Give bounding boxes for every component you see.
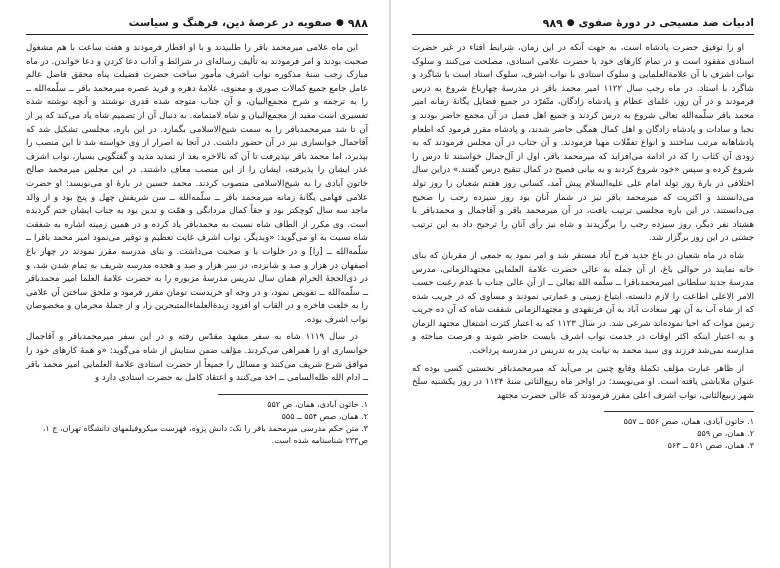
right-paragraph-3: از ظاهر عبارت مؤلف تکملهٔ وقایع چنین بر می‌آید که میرمحمدباقر نخستین کسی بوده که عنوان ملاباشی یافته است. او می‌نویسد: در اواخر ماه ربیع‌الثانی سنهٔ ۱۱۲۴ در روز یکشنبه سلخ شهر ربیع‌الثانی، نواب اشرف اعلی مقرر فرمودند که عالی حضرت مجتهد bbox=[412, 363, 754, 401]
footnote: ۳. همان، صص ۵۶۱ ــ ۵۶۳ bbox=[667, 441, 754, 451]
right-running-head bbox=[412, 14, 754, 35]
left-page-number: ۹۸۸ bbox=[347, 16, 368, 30]
bullet-icon: ● bbox=[335, 18, 344, 28]
left-footnotes bbox=[26, 399, 368, 447]
footnote: ۳. متن حکم مدرسی میرمحمد باقر را نک: دانش پژوه، فهرست میکروفیلمهای دانشگاه تهران، ج ۱، ص۲۳۳ شناسنامه شده است. bbox=[42, 423, 368, 445]
right-paragraph-1: او را توفیق حضرت پادشاه است، به جهت آنکه در این زمان، شرایط افتاء در غیر حضرت استادی مفقود است و در تمام کارهای خود با حضرت علامی استادی، مصلحت می‌کنند و سلوک نواب اشرف با آن علامة‌العلمایی و سلوک استادی با نواب اشرف، سلوک استاد است با شاگرد و شاگرد با استاد. در ماه رجب سال ۱۱۲۲ امیر محمد باقر در مدرسهٔ چهارباغ شروع به درس فرمودند و در آن روز، علمای عظام و پادشاه زادگان، متّفرّد در جمیع فضایل یگانهٔ زمانه امیر محمد باقر سلّمه‌الله تعالی شروع به درس کردند و جمیع اهل فضل در آن مجمع حاضر بودند و نجبا و سادات و پادشاه زادگان و اهل کمال همگی حاضر شدند، و پادشاه مقرر فرمود که اطعام پادشاهانه مرتب ساختند و انواع تفقّلات مهیا فرمودند. و آن جناب در آن مجلس فرمودند که به زودی آن کتاب را که در ادامه می‌افزاید که میرمحمد باقر، اول از آل‌جمال خواستند تا درس را شروع کرده و سپس «خود شروع کردند و به بیانی فصیح در کمال تنقیح درس گفتند.» دراین سال اختلافی در بارهٔ روز تولد امام علی علیه‌السلام پیش آمد، کسانی روز هفتم شعبان را روز تولد می‌دانستند و اکثریت که میرمحمد باقر نیز در شمار آنان بود روز سیزده رجب را صحیح می‌دانستند. در این باره مجلسی ترتیب یافت، در آن میرمحمد باقر و آقاجمال و محمدباقر با هشتاد نفر دیگر، روز سیزده رجب را برگزیدند و شاه نیز رأی آنان را ترجیح داد به این ترتیب جشنی در این روز برگزار شد. bbox=[412, 43, 754, 244]
bullet-icon: ● bbox=[566, 18, 575, 28]
left-paragraph-1: این ماه علامی میرمحمد باقر را طلبیدند و با او افطار فرمودند و هفت ساعت با هم مشغول صحبت بودند و امر فرمودند به تألیف رساله‌ای در شرائط و آداب دعا کردن و دعا خواندن. در ماه مبارک رجب سنهٔ مذکوره نواب اشرف مأمور ساخت حضرت فضیلت پناه محقق فاضل عالم عامل جامع جمیع کمالات صوری و معنوی، علامهٔ دهره و فرید عصره میرمحمد باقر ــ سلّمه‌الله ــ را به ترجمه و شرح مجمع‌البیان، و آن جناب متوجه شده قدری نوشتند و آنچه نوشته شده تفسیری است مفید از مجمع‌البیان و شاه لامتمامه. به دنبال آن از تصمیم شاه یاد می‌کند که پر از آن تا شد میرمحمدباقر را به سمت شیخ‌الاسلامی بگمارد. در این باره، مجلسی تشکیل شد که آقاجمال خوانساری نیز در آن حضور داشت. در آنجا به اصرار از وی خواسته شد تا این منصب را بپذیرد، اما محمد باقر نپذیرفت تا آن که بالاخره بعد از تمدید مدید و گفتگویی بسیار، نواب اشرف عذر ایشان را پذیرفته، ایشان را از این منصب معاف داشتند. در این مجلس میرمحمد صالح خاتون آبادی را به شیخ‌الاسلامی منصوب کردند. محمد حسین در بارهٔ او می‌نویسد: او حضرت علامی فهامی یگانهٔ زمانه میرمحمد باقر ــ سلّمه‌الله ــ سن شریفش چهل و پنج بود و از والد ماجد سه سال کوچکتر بود و حقاً کمال مردانگی و همّت و تدین بود به جناب ایشان ختم گردیده است. وی مکرر از الطاف شاه نسبت به محمدباقر یاد کرده و در همین زمینه اشاره به شفقت شاه نسبت به او می‌گوید: «وبدیگر، نواب اشرف غایت تعظیم و توقیر می‌نمود امیر محمد باقرا ــ سلّمه‌الله ــ [را] و در خلوات با و صحبت می‌داشت. و بنای مدرسه مقرر نمودند در چهار باغ اصفهان در هزار و صد و شانزده، در سر هزار و صد و هجده مدرسه شریف به تمام شدن شد، و در ذی‌الحجهٔ الحرام همان سال تدریس مدرسهٔ مزبوره را به حضرت علامهٔ العلما امیر محمدباقر ــ سلّمه‌الله ــ تفویض نمود، و در وجه او خریدست تومان مقرر فرمود و ملحق ساختن آن علامی را به خلعت فاخره و در القاب او افزود زبدةالعلماءالمتبحرین را، و از جملهٔ محرمان و مخصوصان نواب اشرف بوده. bbox=[26, 43, 368, 325]
footnote: ۱. خاتون آبادی، همان، صص ۵۵۶ ــ ۵۵۷ bbox=[623, 417, 754, 427]
right-page bbox=[390, 0, 780, 568]
footnote: ۲. همان، ص ۵۵۹ bbox=[697, 429, 754, 439]
footnote: ۱. خاتون آبادی، همان، ص ۵۵۲ bbox=[267, 399, 368, 409]
footnote-rule bbox=[604, 411, 754, 412]
right-running-title: ادبیات ضد مسیحی در دورهٔ صفوی bbox=[578, 17, 754, 29]
right-footnotes bbox=[412, 416, 754, 452]
footnote: ۲. همان، صص ۵۵۴ ــ ۵۵۵ bbox=[281, 411, 368, 421]
left-running-head bbox=[26, 14, 368, 35]
right-paragraph-2: شاه در ماه شعبان در باغ جدید فرح آباد مستقر شد و امر نمود به جمعی از مقربان که بنای خانه نمایند در حوالی باغ، از آن جمله به عالی حضرت علامة العلمایی مجتهدالزمانی، مدرس مدرسهٔ جدید سلطانی امیرمحمدباقرا ــ سلّمه الله تعالی ــ از آن عالی جناب با عدم رغبت حسب الامر الاعلی اطاعت را لازم دانسته، ابتیاع زمینی و عمارتی نمودند و مساوی که در جریب شده که از شاه آب به آن نهر سعادت آباد به آن فرنقهدی و مجتهدالزمانی شفقت شاه که آن ده جریب زمین موات که احیا نموده‌اند شرعی شد. در سال ۱۱۲۳ که به اعتبار کثرت اشتغال مجتهد الزمان و به اعتبار اینکه اکثر اوقات در خدمت نواب اشرف بایست حاضر شوند و فرصت مباحثه و مدارسه نمی‌شد فرزند وی سید محمد به نیابت پدر به تدریس در مدرسه پرداخت. bbox=[412, 250, 754, 357]
right-page-number: ۹۸۹ bbox=[542, 16, 563, 30]
footnote-rule bbox=[218, 394, 368, 395]
left-paragraph-2: در سال ۱۱۱۹ شاه به سفر مشهد مقدّس رفته و در این سفر میرمحمدباقر و آقاجمال خوانساری او را همراهی می‌کردند. مؤلف ضمن ستایش از شاه می‌گوید: «و همهٔ کارهای خود را موافق شرع شریف می‌کنند و مسائل را جمیعاً از حضرت استادی علامهٔ العلمایی امیر محمد باقر ــ ادام الله ظله‌السامی ــ اخذ می‌کنند و اعتقاد کامل به حضرت استادی دارد و bbox=[26, 332, 368, 384]
left-running-title: صفویه در عرصهٔ دین، فرهنگ و سیاست bbox=[128, 17, 332, 29]
